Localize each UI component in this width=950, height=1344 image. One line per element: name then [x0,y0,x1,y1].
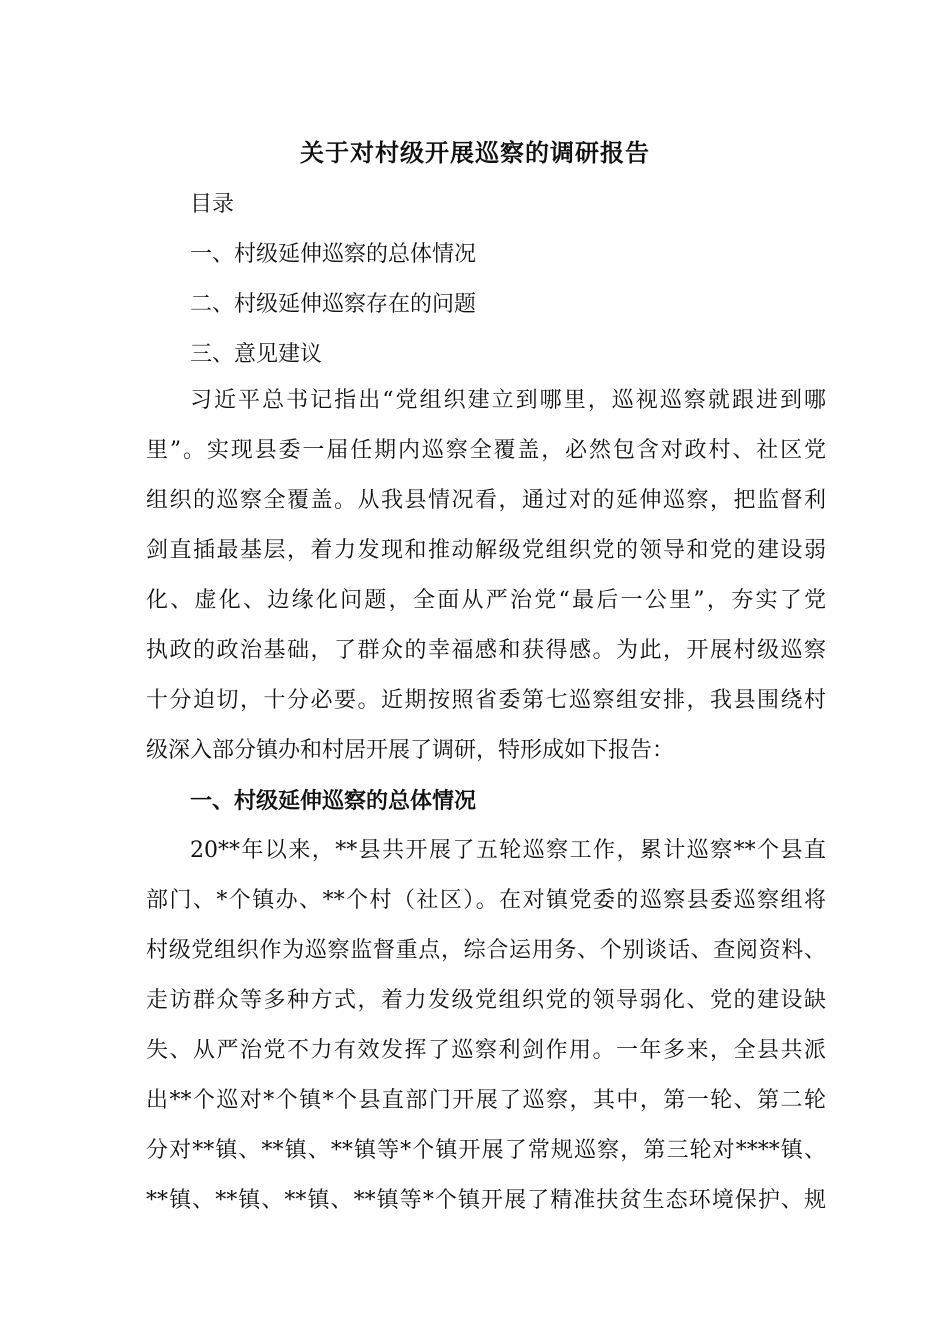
toc-item: 一、村级延伸巡察的总体情况 [190,242,477,267]
intro-line: 化、虚化、边缘化问题，全面从严治党“最后一公里”，夯实了党 [146,588,826,613]
section-line: 村级党组织作为巡察监督重点，综合运用务、个别谈话、查阅资料、 [146,938,826,963]
section-line: 走访群众等多种方式，着力发级党组织党的领导弱化、党的建设缺 [146,988,826,1013]
section-line: 部门、*个镇办、**个村（社区）。在对镇党委的巡察县委巡察组将 [146,888,826,913]
body-text [146,376,826,1226]
intro-line: 十分迫切，十分必要。近期按照省委第七巡察组安排，我县围绕村 [146,688,826,713]
intro-line: 执政的政治基础，了群众的幸福感和获得感。为此，开展村级巡察 [146,638,826,663]
intro-line: 组织的巡察全覆盖。从我县情况看，通过对的延伸巡察，把监督利 [146,488,826,513]
document-title: 关于对村级开展巡察的调研报告 [300,138,650,167]
intro-line: 里”。实现县委一届任期内巡察全覆盖，必然包含对政村、社区党 [146,438,826,463]
toc-item: 三、意见建议 [190,342,323,367]
section-line: 失、从严治党不力有效发挥了巡察利剑作用。一年多来，全县共派 [146,1038,826,1063]
intro-line: 剑直插最基层，着力发现和推动解级党组织党的领导和党的建设弱 [146,538,826,563]
section-line: 20**年以来，**县共开展了五轮巡察工作，累计巡察**个县直 [190,838,826,863]
section-line: 分对**镇、**镇、**镇等*个镇开展了常规巡察，第三轮对****镇、 [146,1138,826,1163]
toc-label: 目录 [190,192,235,217]
toc-item: 二、村级延伸巡察存在的问题 [190,292,477,317]
section-line: **镇、**镇、**镇、**镇等*个镇开展了精准扶贫生态环境保护、规 [146,1188,826,1213]
section-line: 出**个巡对*个镇*个县直部门开展了巡察，其中，第一轮、第二轮 [146,1088,826,1113]
section-heading: 一、村级延伸巡察的总体情况 [190,788,477,814]
intro-line: 级深入部分镇办和村居开展了调研，特形成如下报告： [146,738,675,763]
table-of-contents [190,180,476,380]
intro-line: 习近平总书记指出“党组织建立到哪里，巡视巡察就跟进到哪 [190,388,826,413]
